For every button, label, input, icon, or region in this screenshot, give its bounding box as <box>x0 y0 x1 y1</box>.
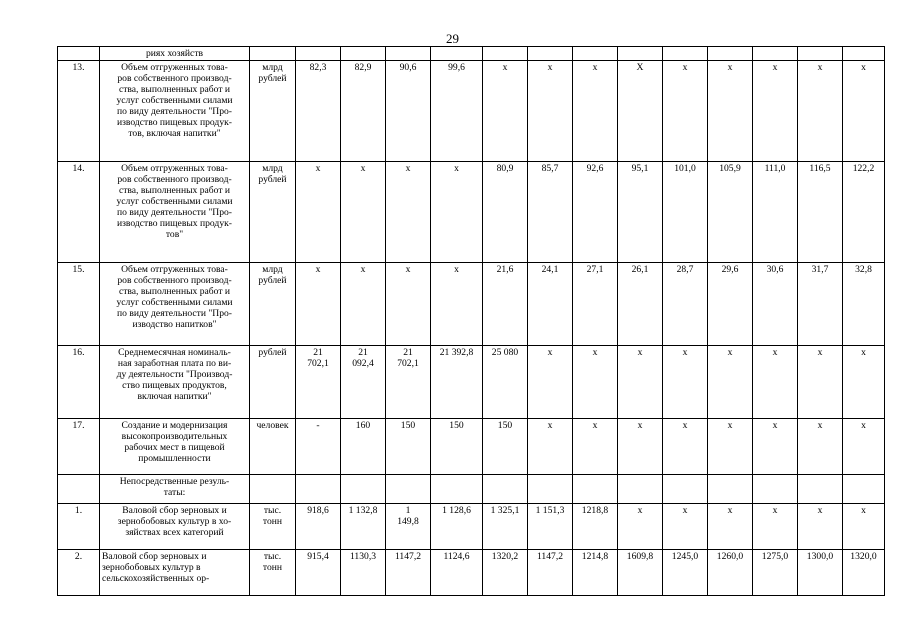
unit-cell <box>250 263 296 346</box>
row-number-cell <box>58 475 100 504</box>
value-cell <box>663 162 708 263</box>
row-number-cell <box>58 419 100 475</box>
unit-cell <box>250 550 296 596</box>
value-cell <box>431 346 483 419</box>
table-row <box>58 550 885 596</box>
value-cell <box>386 61 431 162</box>
value-cell <box>708 475 753 504</box>
data-table <box>57 46 885 596</box>
value-cell <box>341 61 386 162</box>
indicator-name-cell <box>100 346 250 419</box>
value-cell-text: х <box>727 347 733 358</box>
value-cell <box>753 504 798 550</box>
value-cell <box>843 550 885 596</box>
indicator-name-cell-text: Валовой сбор зерновых и зернобобовых культур в сельскохозяйственных ор- <box>102 551 210 584</box>
value-cell <box>708 263 753 346</box>
value-cell-text: 31,7 <box>811 264 829 275</box>
value-cell-text: 1275,0 <box>761 551 789 562</box>
value-cell-text: 21 092,4 <box>352 347 374 369</box>
value-cell <box>431 550 483 596</box>
row-number-cell-text: 2. <box>74 551 83 562</box>
value-cell-text: х <box>547 347 553 358</box>
value-cell-text: 1124,6 <box>443 551 470 562</box>
value-cell-text: х <box>315 163 321 174</box>
value-cell-text: 1147,2 <box>536 551 564 562</box>
value-cell <box>618 47 663 61</box>
value-cell-text: - <box>316 420 320 431</box>
value-cell-text: 1 151,3 <box>535 505 565 516</box>
value-cell <box>431 419 483 475</box>
value-cell <box>708 504 753 550</box>
value-cell <box>798 504 843 550</box>
value-cell <box>341 346 386 419</box>
unit-cell <box>250 162 296 263</box>
value-cell-text: 28,7 <box>676 264 694 275</box>
value-cell-text: 1214,8 <box>581 551 609 562</box>
value-cell <box>528 475 573 504</box>
indicator-name-cell-text: риях хозяйств <box>145 48 204 59</box>
value-cell <box>296 550 341 596</box>
value-cell <box>663 47 708 61</box>
value-cell <box>296 263 341 346</box>
value-cell-text: 21,6 <box>496 264 514 275</box>
value-cell-text: 150 <box>449 420 464 431</box>
value-cell <box>663 346 708 419</box>
value-cell <box>618 550 663 596</box>
value-cell <box>798 419 843 475</box>
value-cell <box>483 504 528 550</box>
value-cell-text: 25 080 <box>491 347 519 358</box>
value-cell <box>573 61 618 162</box>
value-cell <box>843 47 885 61</box>
value-cell <box>618 263 663 346</box>
table-row <box>58 346 885 419</box>
value-cell <box>528 47 573 61</box>
value-cell <box>663 550 708 596</box>
indicator-name-cell-text: Объем отгруженных това- ров собственного производ- ства, выполненных работ и услуг собственными силами по виду деятельности "Про- изводство пищевых продук- тов, включая напитки" <box>116 62 233 139</box>
value-cell <box>708 419 753 475</box>
value-cell-text: х <box>861 420 866 431</box>
value-cell-text: 116,5 <box>809 163 831 174</box>
value-cell <box>753 419 798 475</box>
value-cell <box>573 47 618 61</box>
value-cell <box>341 263 386 346</box>
value-cell <box>341 162 386 263</box>
value-cell-text: х <box>547 62 553 73</box>
value-cell <box>663 419 708 475</box>
value-cell <box>843 475 885 504</box>
value-cell-text: х <box>772 505 778 516</box>
value-cell <box>483 61 528 162</box>
value-cell-text: х <box>405 264 411 275</box>
value-cell <box>483 550 528 596</box>
row-number-cell <box>58 47 100 61</box>
value-cell-text: 27,1 <box>586 264 604 275</box>
value-cell-text: х <box>502 62 508 73</box>
value-cell <box>528 419 573 475</box>
value-cell <box>573 550 618 596</box>
value-cell <box>386 550 431 596</box>
value-cell-text: 150 <box>400 420 416 431</box>
value-cell <box>341 475 386 504</box>
value-cell <box>753 346 798 419</box>
indicator-name-cell-text: Создание и модернизация высокопроизводительных рабочих мест в пищевой промышленности <box>121 420 228 464</box>
value-cell <box>431 47 483 61</box>
value-cell <box>296 419 341 475</box>
page-number: 29 <box>446 31 459 46</box>
value-cell <box>618 419 663 475</box>
value-cell <box>798 61 843 162</box>
value-cell <box>753 61 798 162</box>
value-cell <box>573 346 618 419</box>
value-cell <box>386 263 431 346</box>
value-cell-text: 1320,2 <box>491 551 519 562</box>
value-cell <box>618 475 663 504</box>
value-cell-text: х <box>861 347 866 358</box>
value-cell <box>341 550 386 596</box>
value-cell <box>798 346 843 419</box>
value-cell-text: 30,6 <box>766 264 784 275</box>
value-cell-text: х <box>817 347 823 358</box>
table-row <box>58 61 885 162</box>
value-cell-text: 1147,2 <box>394 551 422 562</box>
value-cell <box>708 162 753 263</box>
value-cell <box>708 47 753 61</box>
value-cell-text: х <box>727 505 733 516</box>
value-cell-text: 21 392,8 <box>439 347 474 358</box>
unit-cell-text: млрд рублей <box>258 62 287 84</box>
value-cell-text: 101,0 <box>674 163 696 174</box>
value-cell-text: х <box>817 420 823 431</box>
value-cell <box>341 504 386 550</box>
value-cell <box>296 47 341 61</box>
value-cell <box>753 47 798 61</box>
value-cell-text: 82,9 <box>354 62 372 73</box>
value-cell-text: 122,2 <box>852 163 875 174</box>
value-cell-text: 111,0 <box>764 163 786 174</box>
unit-cell-text: млрд рублей <box>258 163 287 185</box>
value-cell-text: х <box>592 420 598 431</box>
row-number-cell <box>58 162 100 263</box>
table-row <box>58 263 885 346</box>
value-cell <box>483 419 528 475</box>
value-cell-text: 1300,0 <box>806 551 834 562</box>
value-cell <box>843 61 885 162</box>
value-cell <box>753 550 798 596</box>
value-cell <box>798 550 843 596</box>
row-number-cell-text: 13. <box>72 62 85 73</box>
value-cell-text: 29,6 <box>721 264 739 275</box>
value-cell <box>431 263 483 346</box>
indicator-name-cell <box>100 47 250 61</box>
value-cell-text: х <box>637 505 643 516</box>
value-cell <box>663 61 708 162</box>
value-cell <box>528 162 573 263</box>
value-cell <box>618 61 663 162</box>
value-cell <box>573 504 618 550</box>
value-cell <box>798 47 843 61</box>
value-cell <box>573 475 618 504</box>
row-number-cell-text: 16. <box>72 347 85 358</box>
row-number-cell <box>58 61 100 162</box>
value-cell <box>528 61 573 162</box>
table-row <box>58 504 885 550</box>
value-cell <box>753 475 798 504</box>
value-cell <box>843 419 885 475</box>
value-cell-text: х <box>405 163 411 174</box>
value-cell <box>753 162 798 263</box>
value-cell <box>386 475 431 504</box>
indicator-name-cell <box>100 504 250 550</box>
value-cell-text: 99,6 <box>448 62 465 73</box>
indicator-name-cell <box>100 61 250 162</box>
value-cell <box>843 346 885 419</box>
value-cell <box>618 162 663 263</box>
unit-cell-text: млрд рублей <box>258 264 287 286</box>
value-cell-text: х <box>861 62 866 73</box>
unit-cell <box>250 475 296 504</box>
indicator-name-cell <box>100 263 250 346</box>
unit-cell-text: тыс. тонн <box>262 505 283 527</box>
indicator-name-cell-text: Валовой сбор зерновых и зернобобовых культур в хо- зяйствах всех категорий <box>117 505 232 538</box>
table-row <box>58 475 885 504</box>
value-cell <box>296 475 341 504</box>
value-cell <box>528 346 573 419</box>
value-cell <box>341 419 386 475</box>
value-cell-text: 90,6 <box>399 62 417 73</box>
value-cell <box>431 162 483 263</box>
row-number-cell <box>58 504 100 550</box>
indicator-name-cell-text: Непосредственные резуль- таты: <box>119 476 230 498</box>
value-cell <box>483 162 528 263</box>
value-cell-text: х <box>637 420 643 431</box>
row-number-cell-text: 14. <box>72 163 85 174</box>
value-cell <box>483 263 528 346</box>
value-cell-text: 1 325,1 <box>490 505 520 516</box>
value-cell-text: 1218,8 <box>581 505 609 516</box>
value-cell-text: 1260,0 <box>716 551 744 562</box>
value-cell-text: 1 128,6 <box>442 505 471 516</box>
table-row <box>58 47 885 61</box>
value-cell <box>618 346 663 419</box>
value-cell-text: 26,1 <box>631 264 649 275</box>
value-cell-text: х <box>772 62 778 73</box>
unit-cell <box>250 47 296 61</box>
value-cell-text: х <box>772 420 778 431</box>
value-cell-text: 1 149,8 <box>397 505 419 527</box>
value-cell-text: х <box>682 347 688 358</box>
value-cell <box>341 47 386 61</box>
value-cell-text: 1609,8 <box>626 551 654 562</box>
value-cell-text: Х <box>636 62 644 73</box>
value-cell <box>753 263 798 346</box>
unit-cell-text: рублей <box>258 347 287 358</box>
row-number-cell-text: 17. <box>72 420 85 431</box>
value-cell-text: х <box>861 505 866 516</box>
value-cell-text: х <box>315 264 321 275</box>
value-cell-text: 92,6 <box>586 163 604 174</box>
value-cell <box>618 504 663 550</box>
value-cell <box>708 346 753 419</box>
value-cell <box>296 346 341 419</box>
value-cell <box>483 346 528 419</box>
value-cell <box>528 504 573 550</box>
value-cell-text: 24,1 <box>541 264 559 275</box>
value-cell <box>296 61 341 162</box>
value-cell <box>483 475 528 504</box>
indicator-name-cell <box>100 162 250 263</box>
value-cell-text: х <box>454 163 459 174</box>
indicator-name-cell-text: Объем отгруженных това- ров собственного производ- ства, выполненных работ и услуг собственными силами по виду деятельности "Про- изводство пищевых продук- тов" <box>116 163 233 240</box>
value-cell-text: 1320,0 <box>850 551 877 562</box>
indicator-name-cell <box>100 475 250 504</box>
value-cell-text: 80,9 <box>496 163 514 174</box>
indicator-name-cell <box>100 419 250 475</box>
row-number-cell <box>58 346 100 419</box>
value-cell-text: х <box>547 420 553 431</box>
value-cell-text: х <box>727 420 733 431</box>
value-cell <box>798 263 843 346</box>
value-cell <box>431 504 483 550</box>
row-number-cell <box>58 263 100 346</box>
value-cell <box>296 504 341 550</box>
value-cell <box>386 504 431 550</box>
unit-cell <box>250 504 296 550</box>
value-cell-text: х <box>360 264 366 275</box>
table-row <box>58 419 885 475</box>
value-cell-text: х <box>817 62 823 73</box>
value-cell-text: х <box>682 420 688 431</box>
value-cell <box>708 550 753 596</box>
value-cell <box>386 419 431 475</box>
value-cell-text: 32,8 <box>855 264 872 275</box>
unit-cell-text: тыс. тонн <box>262 551 283 573</box>
indicator-name-cell <box>100 550 250 596</box>
value-cell <box>483 47 528 61</box>
value-cell-text: 85,7 <box>541 163 559 174</box>
value-cell <box>528 550 573 596</box>
value-cell-text: 1245,0 <box>671 551 699 562</box>
value-cell <box>386 162 431 263</box>
value-cell <box>386 346 431 419</box>
value-cell <box>573 162 618 263</box>
value-cell <box>573 419 618 475</box>
value-cell <box>663 263 708 346</box>
unit-cell <box>250 419 296 475</box>
value-cell <box>573 263 618 346</box>
value-cell <box>663 475 708 504</box>
table-row <box>58 162 885 263</box>
value-cell-text: 105,9 <box>719 163 741 174</box>
row-number-cell-text: 15. <box>72 264 85 275</box>
value-cell-text: х <box>727 62 733 73</box>
value-cell-text: 915,4 <box>307 551 329 562</box>
value-cell <box>296 162 341 263</box>
value-cell <box>528 263 573 346</box>
value-cell <box>798 162 843 263</box>
value-cell <box>431 61 483 162</box>
value-cell-text: 160 <box>355 420 371 431</box>
value-cell-text: х <box>772 347 778 358</box>
value-cell-text: 21 702,1 <box>307 347 329 369</box>
indicator-name-cell-text: Объем отгруженных това- ров собственного производ- ства, выполненных работ и услуг собственными силами по виду деятельности "Про- изводство напитков" <box>116 264 233 330</box>
unit-cell <box>250 346 296 419</box>
value-cell-text: 82,3 <box>309 62 327 73</box>
indicator-name-cell-text: Среднемесячная номиналь- ная заработная плата по ви- ду деятельности "Производ- ство пищевых продуктов, включая напитки" <box>116 347 233 402</box>
value-cell-text: х <box>592 62 598 73</box>
value-cell-text: 21 702,1 <box>397 347 419 369</box>
value-cell-text: х <box>637 347 643 358</box>
value-cell <box>798 475 843 504</box>
value-cell <box>708 61 753 162</box>
value-cell-text: х <box>817 505 823 516</box>
value-cell-text: 95,1 <box>631 163 649 174</box>
value-cell-text: 918,6 <box>307 505 329 516</box>
value-cell <box>843 162 885 263</box>
value-cell <box>431 475 483 504</box>
row-number-cell-text: 1. <box>74 505 83 516</box>
row-number-cell <box>58 550 100 596</box>
value-cell-text: х <box>592 347 598 358</box>
value-cell-text: х <box>682 62 688 73</box>
value-cell-text: 1130,3 <box>349 551 377 562</box>
value-cell-text: 150 <box>497 420 513 431</box>
value-cell-text: х <box>454 264 459 275</box>
value-cell <box>386 47 431 61</box>
value-cell <box>843 504 885 550</box>
unit-cell <box>250 61 296 162</box>
value-cell-text: 1 132,8 <box>348 505 378 516</box>
value-cell-text: х <box>682 505 688 516</box>
value-cell-text: х <box>360 163 366 174</box>
unit-cell-text: человек <box>256 420 289 431</box>
value-cell <box>843 263 885 346</box>
value-cell <box>663 504 708 550</box>
